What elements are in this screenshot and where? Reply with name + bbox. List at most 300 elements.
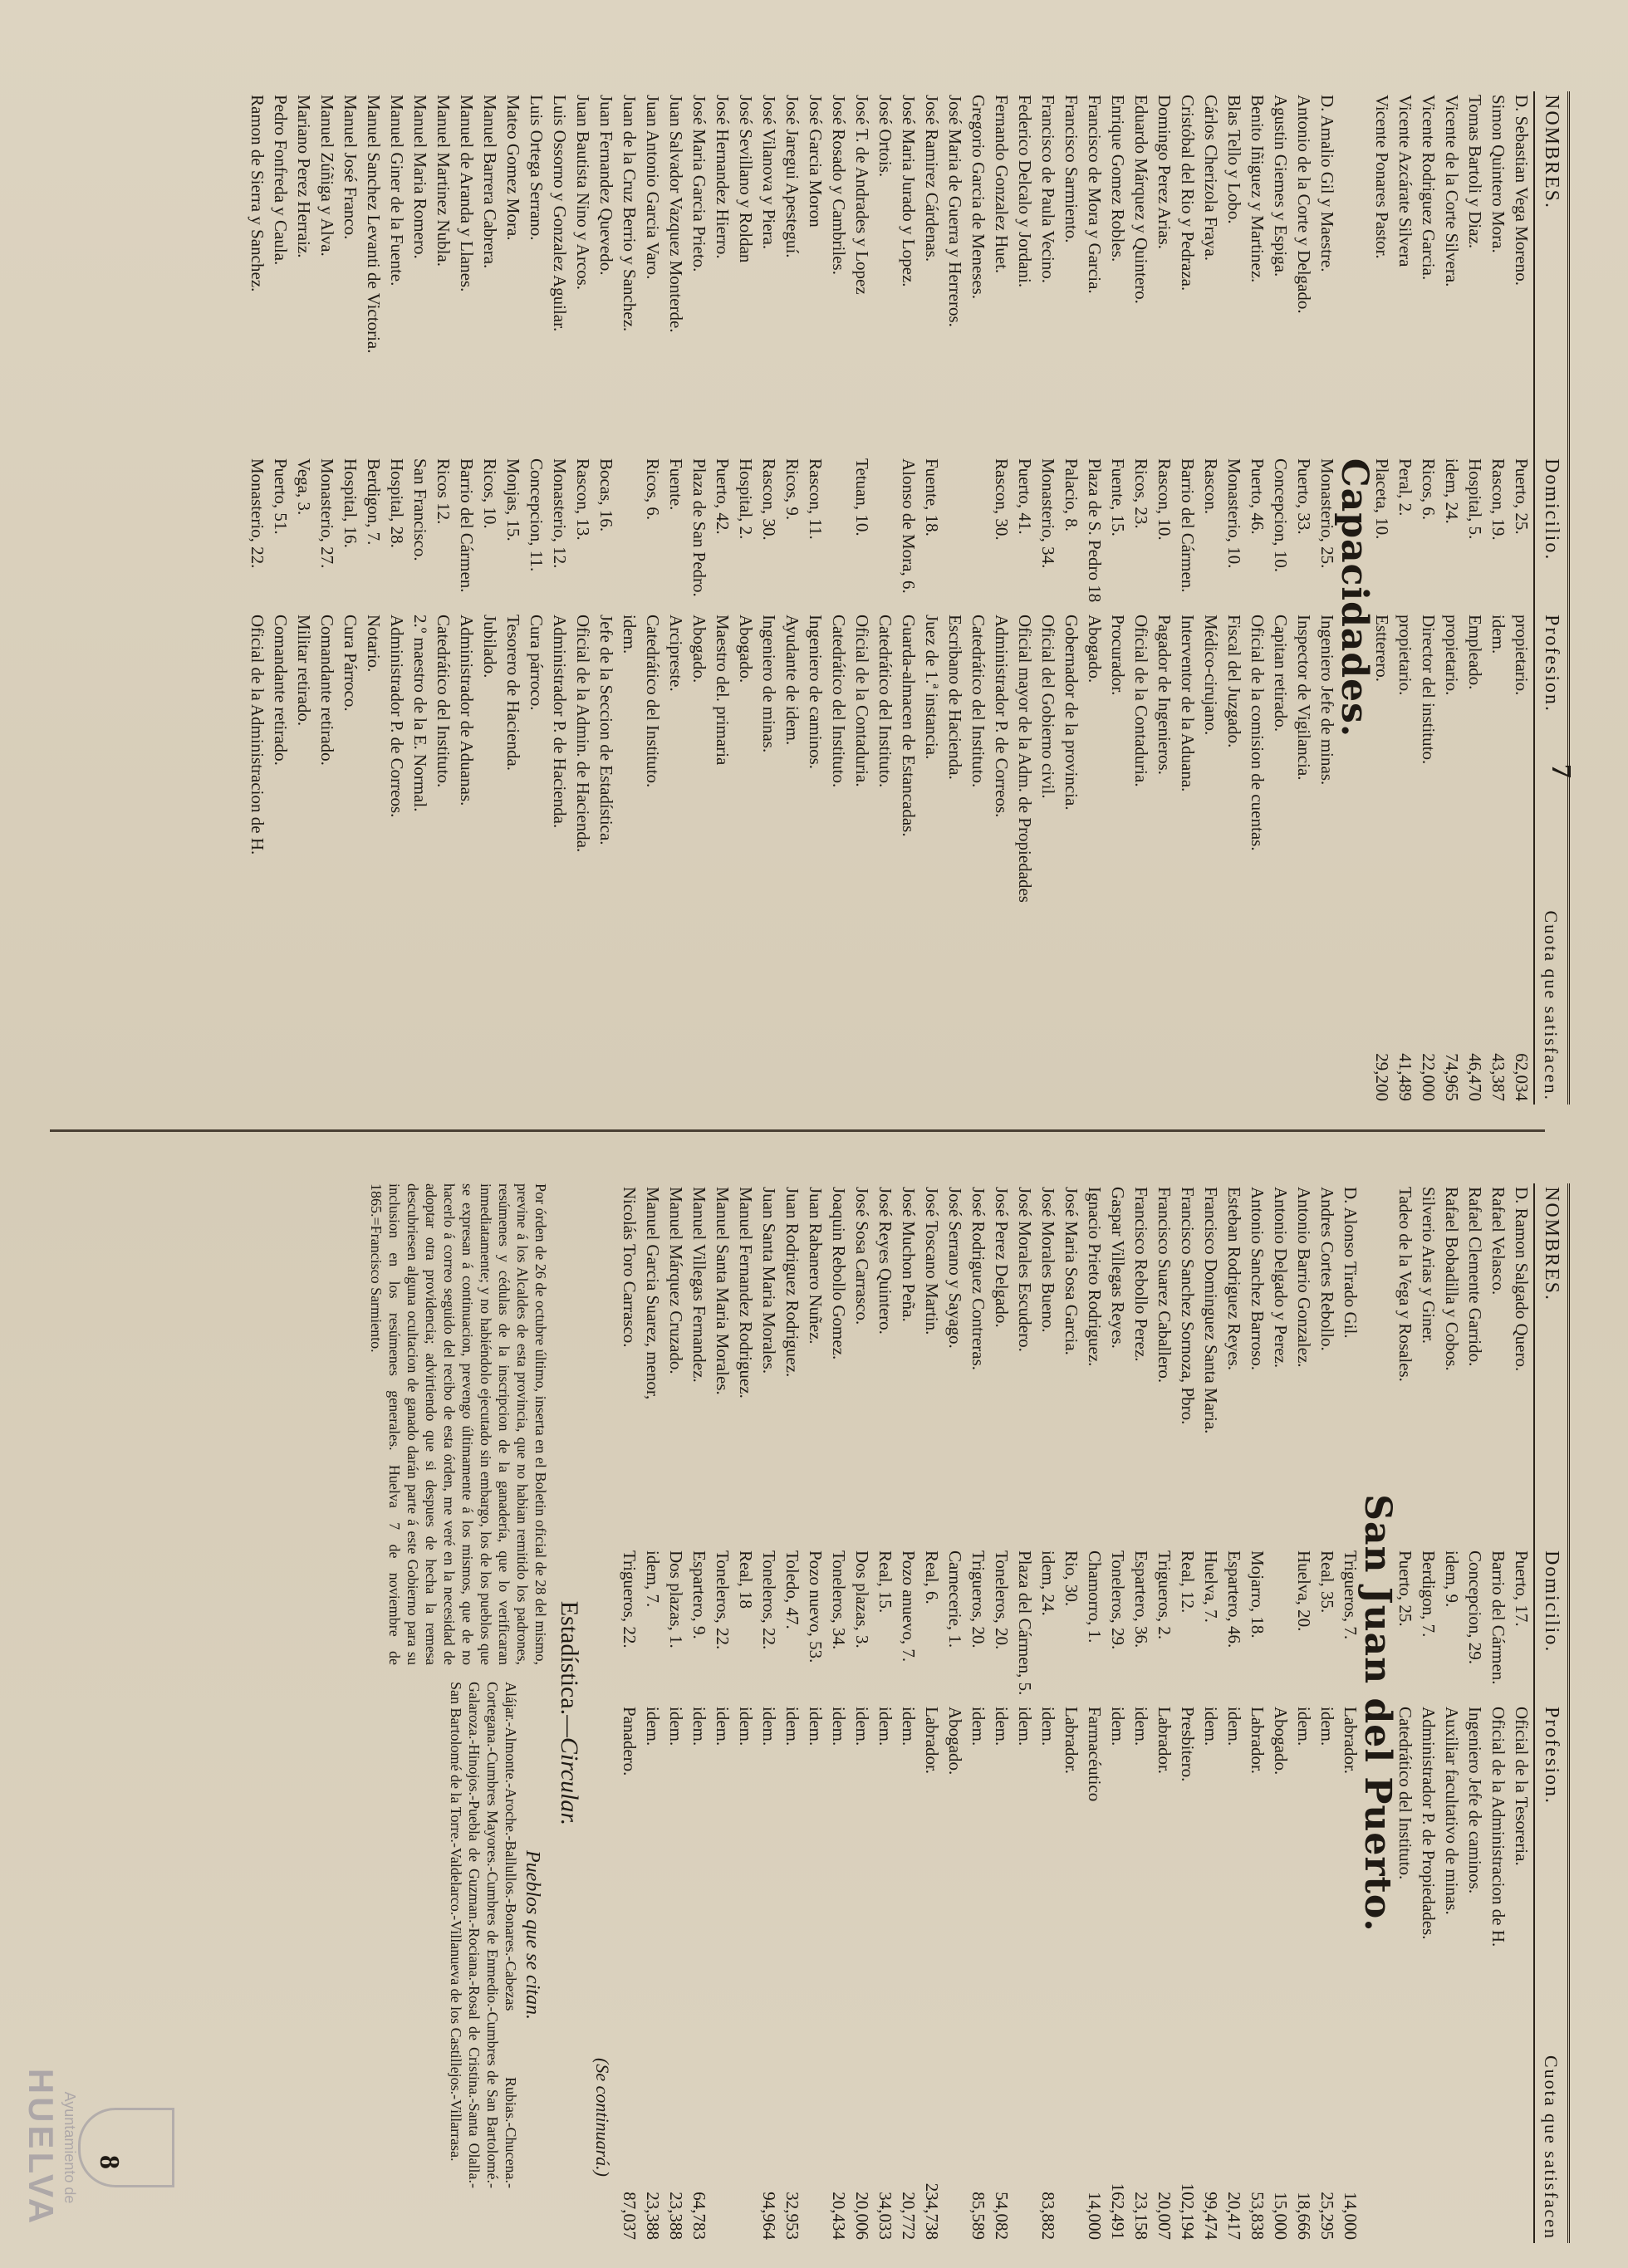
section-title-san-juan: San Juan del Puerto. bbox=[1356, 1494, 1399, 1932]
circular-title-a: Estadística. bbox=[556, 1600, 583, 1716]
domicilio-cell: Monasterio, 22. bbox=[248, 458, 267, 569]
domicilio-cell: Concepcion, 10. bbox=[1271, 458, 1291, 573]
name-cell: Francisco Rebollo Perez. bbox=[1131, 1187, 1151, 1362]
table-row bbox=[688, 91, 711, 1105]
domicilio-cell: Real, 35. bbox=[1317, 1550, 1337, 1614]
table-row bbox=[292, 91, 316, 1105]
cuota-cell bbox=[804, 906, 827, 1105]
domicilio-cell: Ricos, 23. bbox=[1131, 458, 1151, 529]
domicilio-cell: Espartero, 9. bbox=[689, 1550, 709, 1639]
profesion-cell: Administrador P. de Correos. bbox=[992, 615, 1012, 818]
profesion-cell: Oficial de la Contaduria. bbox=[852, 615, 872, 787]
domicilio-cell: Huelva, 7. bbox=[1201, 1550, 1221, 1623]
table-row bbox=[1153, 91, 1176, 1105]
table-row bbox=[1464, 91, 1487, 1105]
name-cell: Manuel Zúñiga y Alva. bbox=[317, 95, 337, 257]
domicilio-cell: Plaza de S. Pedro 18 bbox=[1085, 458, 1105, 603]
name-cell: Luis Ortega Serrano. bbox=[527, 95, 547, 241]
cuota-cell: 23,388 bbox=[643, 2192, 663, 2240]
name-cell: Pedro Fonfreda y Caula. bbox=[271, 95, 291, 266]
table-row bbox=[920, 1183, 944, 2243]
domicilio-cell: Toneleros, 22. bbox=[713, 1550, 733, 1650]
domicilio-cell: Fuente, 18. bbox=[922, 458, 942, 536]
domicilio-cell: Hospital, 28. bbox=[387, 458, 407, 548]
domicilio-cell bbox=[967, 455, 990, 611]
cuota-cell bbox=[571, 906, 595, 1105]
domicilio-cell: Rio, 30. bbox=[1062, 1550, 1081, 1607]
domicilio-cell: Puerto, 33. bbox=[1294, 458, 1314, 535]
cuota-cell: 15,000 bbox=[1271, 2192, 1291, 2240]
cuota-cell bbox=[967, 906, 990, 1105]
table-row bbox=[548, 91, 571, 1105]
profesion-cell: idem. bbox=[899, 1707, 919, 1746]
table-row bbox=[618, 1183, 641, 2243]
table-row bbox=[1417, 91, 1440, 1105]
table-row bbox=[641, 1183, 664, 2243]
domicilio-cell: Pozo nuevo, 53. bbox=[806, 1550, 826, 1663]
domicilio-cell: Monasterio, 25. bbox=[1317, 458, 1337, 569]
domicilio-cell: Puerto, 25. bbox=[1395, 1550, 1415, 1627]
table-row bbox=[804, 91, 827, 1105]
page-eight bbox=[0, 1134, 1628, 2268]
table-row bbox=[897, 91, 920, 1105]
profesion-cell: Procurador. bbox=[1108, 615, 1128, 696]
table-row bbox=[1487, 1183, 1510, 2243]
name-cell: Federico Delcalo y Jordani. bbox=[1015, 95, 1035, 288]
name-cell: Antonio Barrio Gonzalez. bbox=[1294, 1187, 1314, 1368]
header-domicilio: Domicilio. bbox=[1534, 455, 1569, 611]
cuota-cell bbox=[1440, 1984, 1464, 2243]
cuota-cell: 25,295 bbox=[1317, 2192, 1337, 2240]
name-cell: Cárlos Cherizola Fraya. bbox=[1201, 95, 1221, 262]
table-row bbox=[664, 91, 688, 1105]
name-cell: Vicente de la Corte Silvera. bbox=[1442, 95, 1462, 287]
name-cell: Mateo Gomez Mora. bbox=[503, 95, 523, 241]
table-row bbox=[1037, 1183, 1060, 2243]
cuota-cell bbox=[385, 906, 409, 1105]
cuota-cell bbox=[1510, 1984, 1534, 2243]
cuota-cell bbox=[1246, 906, 1269, 1105]
table-row bbox=[246, 91, 269, 1105]
capacidades-list bbox=[246, 91, 1339, 1105]
name-cell: José Maria Garcia Prieto. bbox=[689, 95, 709, 272]
profesion-cell: Catedrático del Instituto. bbox=[875, 615, 895, 788]
cuota-cell bbox=[246, 906, 269, 1105]
table-row bbox=[1176, 91, 1199, 1105]
cuota-cell: 20,006 bbox=[852, 2192, 872, 2240]
cuota-cell bbox=[1394, 1984, 1417, 2243]
profesion-cell: Inspector de Vigilancia. bbox=[1294, 615, 1314, 781]
table-row bbox=[967, 91, 990, 1105]
domicilio-cell: Tetuan, 10. bbox=[852, 458, 872, 536]
profesion-cell: idem. bbox=[620, 615, 640, 654]
cuota-cell bbox=[758, 906, 781, 1105]
profesion-cell: Militar retirado. bbox=[294, 615, 314, 727]
profesion-cell: Comandante retirado. bbox=[317, 615, 337, 766]
domicilio-cell: Plaza del Cármen, 5. bbox=[1015, 1550, 1035, 1696]
cuota-cell bbox=[1130, 906, 1153, 1105]
pueblos-list: Alájar.-Almonte.-Aroche.-Ballullos.-Bonares.-Cabezas Rubias.-Chucena.-Cortegana.-Cumbres Mayores.-Cumbres de Enmedio.-Cumbres de San Bartolomé.-Galaroza.-Hinojos.-Puebla de Guzman.-Rociana.-Rosal de Cristina.-Santa Olalla.-San Bartolomé de la Torre.-Valdelarco.-Villanueva de los Castillejos.-Villarrasa. bbox=[448, 1682, 519, 2188]
name-cell: Blas Tello y Lobo. bbox=[1224, 95, 1244, 224]
name-cell: Juan Bautista Nino y Arcos. bbox=[573, 95, 593, 291]
profesion-cell: Oficial de la Contaduria. bbox=[1131, 615, 1151, 787]
name-cell: José Rodriguez Contreras. bbox=[968, 1187, 988, 1371]
profesion-cell: Gobernador de la provincia. bbox=[1062, 615, 1081, 811]
name-cell: Benito Iñiguez y Martinez. bbox=[1248, 95, 1268, 283]
se-continuara: (Se continuará.) bbox=[592, 2058, 613, 2177]
name-cell: Vicente Ponares Pastor. bbox=[1372, 95, 1392, 259]
name-cell: José Muchon Peña. bbox=[899, 1187, 919, 1322]
cuota-cell bbox=[1176, 906, 1199, 1105]
profesion-cell: idem. bbox=[643, 1707, 663, 1746]
name-cell: José Garcia Moron bbox=[806, 95, 826, 228]
name-cell: José Maria Sosa Garcia. bbox=[1062, 1187, 1081, 1355]
table-row bbox=[711, 91, 734, 1105]
cuota-cell: 99,474 bbox=[1201, 2192, 1221, 2240]
table-row bbox=[920, 91, 944, 1105]
profesion-cell: Catedrático del Instituto. bbox=[968, 615, 988, 788]
name-cell: Francisco Sanchez Sornoza, Pbro. bbox=[1178, 1187, 1198, 1425]
domicilio-cell bbox=[827, 455, 851, 611]
domicilio-cell: Concepcion, 29. bbox=[1465, 1550, 1485, 1665]
name-cell: José Maria de Guerra y Herreros. bbox=[945, 95, 965, 327]
name-cell: José Morales Bueno. bbox=[1038, 1187, 1058, 1333]
domicilio-cell: Hospital, 5. bbox=[1465, 458, 1485, 540]
name-cell: Vicente Rodriguez Garcia. bbox=[1419, 95, 1439, 281]
shield-icon bbox=[78, 2108, 174, 2187]
cuota-cell bbox=[525, 906, 548, 1105]
profesion-cell: Comandante retirado. bbox=[271, 615, 291, 766]
table-row bbox=[804, 1183, 827, 2243]
domicilio-cell: idem, 24. bbox=[1038, 1550, 1058, 1616]
circular-title-b: —Circular. bbox=[556, 1715, 583, 1826]
domicilio-cell bbox=[1269, 1547, 1292, 1703]
profesion-cell: Catedrático del Instituto. bbox=[434, 615, 454, 788]
domicilio-cell: idem, 24. bbox=[1442, 458, 1462, 524]
domicilio-cell: Berdigon, 7. bbox=[1419, 1550, 1439, 1638]
domicilio-cell: Trigueros, 20. bbox=[968, 1550, 988, 1648]
profesion-cell: Abogado. bbox=[1271, 1707, 1291, 1776]
name-cell: José T. de Andrades y Lopez bbox=[852, 95, 872, 295]
name-cell: Nicolás Toro Carrasco. bbox=[620, 1187, 640, 1348]
profesion-cell: Notario. bbox=[364, 615, 384, 673]
cuota-cell bbox=[1199, 906, 1223, 1105]
profesion-cell: 2.º maestro de la E. Normal. bbox=[410, 615, 430, 812]
profesion-cell: Ingeniero Jefe de caminos. bbox=[1465, 1707, 1485, 1894]
domicilio-cell: Trigueros, 2. bbox=[1155, 1550, 1174, 1640]
list-table-1 bbox=[246, 91, 1570, 1105]
domicilio-cell: Vega, 3. bbox=[294, 458, 314, 516]
name-cell: Andres Cortes Rebollo. bbox=[1317, 1187, 1337, 1351]
domicilio-cell: Rascon, 10. bbox=[1155, 458, 1174, 541]
cuota-cell: 94,964 bbox=[759, 2192, 779, 2240]
domicilio-cell: Toneleros, 20. bbox=[992, 1550, 1012, 1650]
table-row bbox=[618, 91, 641, 1105]
table-row bbox=[1083, 91, 1106, 1105]
cuota-cell bbox=[851, 906, 874, 1105]
huelva-logo bbox=[22, 2052, 174, 2243]
table-row bbox=[595, 91, 618, 1105]
header-nombres: NOMBRES. bbox=[1534, 1183, 1569, 1547]
table-row bbox=[990, 1183, 1013, 2243]
table-row bbox=[1106, 91, 1130, 1105]
name-cell: Vicente Azcárate Silvera bbox=[1395, 95, 1415, 267]
profesion-cell: Ayudante de idem. bbox=[782, 615, 802, 746]
cuota-cell bbox=[1060, 906, 1083, 1105]
name-cell: Ignacio Prieto Rodriguez. bbox=[1085, 1187, 1105, 1367]
table-row bbox=[1417, 1183, 1440, 2243]
name-cell: José Reyes Quintero. bbox=[875, 1187, 895, 1335]
domicilio-cell bbox=[944, 455, 967, 611]
cuota-cell: 74,965 bbox=[1442, 1053, 1462, 1101]
cuota-cell: 14,000 bbox=[1085, 2192, 1105, 2240]
cuota-cell bbox=[1013, 1984, 1037, 2243]
name-cell: Francisco de Paula Vecino. bbox=[1038, 95, 1058, 284]
table-row bbox=[1176, 1183, 1199, 2243]
domicilio-cell: Dos plazas, 3. bbox=[852, 1550, 872, 1648]
cuota-cell: 53,838 bbox=[1248, 2192, 1268, 2240]
domicilio-cell: Monasterio, 10. bbox=[1224, 458, 1244, 569]
table-row bbox=[827, 1183, 851, 2243]
name-cell: Simon Quintero Mora. bbox=[1488, 95, 1508, 253]
cuota-cell: 20,417 bbox=[1224, 2192, 1244, 2240]
profesion-cell: Oficial mayor de la Adm. de Propiedades bbox=[1015, 615, 1035, 903]
table-row bbox=[734, 91, 758, 1105]
name-cell: Tadeo de la Vega y Rosales. bbox=[1395, 1187, 1415, 1382]
name-cell: José Morales Escudero. bbox=[1015, 1187, 1035, 1352]
header-domicilio: Domicilio. bbox=[1534, 1547, 1569, 1703]
domicilio-cell: Berdigon, 7. bbox=[364, 458, 384, 546]
domicilio-cell: Barrio del Cármen. bbox=[1178, 458, 1198, 593]
cuota-cell: 23,158 bbox=[1131, 2192, 1151, 2240]
page-number-right: 8 bbox=[94, 2155, 125, 2169]
name-cell: Manuel Fernandez Rodriguez. bbox=[736, 1187, 756, 1399]
table-row bbox=[362, 91, 385, 1105]
name-cell: Manuel Maria Romero. bbox=[410, 95, 430, 259]
profesion-cell: idem. bbox=[713, 1707, 733, 1746]
profesion-cell: idem. bbox=[1038, 1707, 1058, 1746]
profesion-cell: Abogado. bbox=[1085, 615, 1105, 683]
cuota-cell: 22,000 bbox=[1419, 1053, 1439, 1101]
name-cell: Manuel Villegas Fernandez. bbox=[689, 1187, 709, 1383]
cuota-cell bbox=[664, 906, 688, 1105]
profesion-cell: Labrador. bbox=[1248, 1707, 1268, 1775]
name-cell: Antonio de la Corte y Delgado. bbox=[1294, 95, 1314, 314]
table-row bbox=[1440, 91, 1464, 1105]
profesion-cell: idem. bbox=[1224, 1707, 1244, 1746]
domicilio-cell: Trigueros, 22. bbox=[620, 1550, 640, 1648]
table-row bbox=[827, 91, 851, 1105]
table-row bbox=[409, 91, 432, 1105]
table-row bbox=[874, 1183, 897, 2243]
cuota-cell bbox=[316, 906, 339, 1105]
cuota-cell bbox=[1060, 1984, 1083, 2243]
table-row bbox=[316, 91, 339, 1105]
name-cell: José Ortois. bbox=[875, 95, 895, 178]
profesion-cell: Fiscal del Juzgado. bbox=[1224, 615, 1244, 748]
domicilio-cell: Huelva, 20. bbox=[1294, 1550, 1314, 1632]
cuota-cell: 87,037 bbox=[620, 2192, 640, 2240]
domicilio-cell: Puerto, 42. bbox=[713, 458, 733, 535]
name-cell: José Jaregui Apesteguí. bbox=[782, 95, 802, 258]
domicilio-cell: Toneleros, 29. bbox=[1108, 1550, 1128, 1650]
name-cell: José Toscano Martin. bbox=[922, 1187, 942, 1335]
table-row bbox=[1394, 91, 1417, 1105]
domicilio-cell: Ricos, 10. bbox=[480, 458, 500, 529]
profesion-cell: Interventor de la Aduana. bbox=[1178, 615, 1198, 792]
cuota-cell bbox=[711, 906, 734, 1105]
domicilio-cell: Rascon, 13. bbox=[573, 458, 593, 541]
domicilio-cell: Real, 12. bbox=[1178, 1550, 1198, 1614]
cuota-cell bbox=[1316, 906, 1339, 1105]
profesion-cell: Cura párroco. bbox=[527, 615, 547, 711]
domicilio-cell: Rascon, 30. bbox=[759, 458, 779, 541]
name-cell: José Maria Jurado y Lopez. bbox=[899, 95, 919, 287]
domicilio-cell: San Francisco. bbox=[410, 458, 430, 561]
name-cell: Joaquin Rebollo Gomez. bbox=[829, 1187, 849, 1360]
cuota-cell: 85,589 bbox=[968, 2192, 988, 2240]
profesion-cell: idem. bbox=[782, 1707, 802, 1746]
table-row bbox=[1292, 91, 1316, 1105]
profesion-cell: Catedrático del Instituto. bbox=[643, 615, 663, 788]
name-cell: Manuel Santa Maria Morales. bbox=[713, 1187, 733, 1395]
name-cell: Fernando Gonzalez Huet. bbox=[992, 95, 1012, 274]
cuota-cell bbox=[478, 906, 502, 1105]
header-profesion: Profesion. bbox=[1534, 611, 1569, 906]
profesion-cell: Catedrático del Instituto. bbox=[829, 615, 849, 788]
cuota-cell: 32,953 bbox=[782, 2192, 802, 2240]
table-row bbox=[1083, 1183, 1106, 2243]
table-row bbox=[990, 91, 1013, 1105]
profesion-cell: idem. bbox=[1131, 1707, 1151, 1746]
profesion-cell: Cura Párroco. bbox=[341, 615, 360, 712]
cuota-cell bbox=[1417, 1984, 1440, 2243]
name-cell: Ramon de Sierra y Sanchez. bbox=[248, 95, 267, 292]
name-cell: José Rosado y Cambriles. bbox=[829, 95, 849, 275]
profesion-cell: idem. bbox=[992, 1707, 1012, 1746]
name-cell: D. Ramon Salgado Quero. bbox=[1512, 1187, 1532, 1372]
name-cell: José Serrano y Sayago. bbox=[945, 1187, 965, 1349]
section-title-capacidades: Capacidades. bbox=[1333, 458, 1375, 738]
header-cuota: Cuota que satisfacen bbox=[1534, 1984, 1569, 2243]
cuota-cell bbox=[920, 906, 944, 1105]
table-row bbox=[269, 91, 292, 1105]
domicilio-cell: Barrio del Cármen. bbox=[457, 458, 477, 593]
profesion-cell: Capitan retirado. bbox=[1271, 615, 1291, 732]
cuota-cell bbox=[641, 906, 664, 1105]
domicilio-cell bbox=[618, 455, 641, 611]
cuota-cell bbox=[595, 906, 618, 1105]
domicilio-cell: Hospital, 2. bbox=[736, 458, 756, 540]
domicilio-cell: Toneleros, 22. bbox=[759, 1550, 779, 1650]
domicilio-cell: Trigueros, 7. bbox=[1341, 1550, 1361, 1640]
table-row bbox=[478, 91, 502, 1105]
cuota-cell bbox=[1223, 906, 1246, 1105]
domicilio-cell: Real, 15. bbox=[875, 1550, 895, 1614]
table-row bbox=[664, 1183, 688, 2243]
domicilio-cell bbox=[874, 455, 897, 611]
table-row bbox=[455, 91, 478, 1105]
profesion-cell: Oficial de la Administracion de H. bbox=[248, 615, 267, 855]
profesion-cell: propietario. bbox=[1395, 615, 1415, 696]
name-cell: Silverio Arias y Giner. bbox=[1419, 1187, 1439, 1344]
domicilio-cell: Puerto, 41. bbox=[1015, 458, 1035, 535]
domicilio-cell: Monasterio, 34. bbox=[1038, 458, 1058, 569]
profesion-cell: Oficial de la Tesoreria. bbox=[1512, 1707, 1532, 1866]
profesion-cell: Administrador P. de Hacienda. bbox=[550, 615, 570, 829]
page-number-left: 7 bbox=[1546, 764, 1577, 778]
domicilio-cell: Puerto, 51. bbox=[271, 458, 291, 535]
domicilio-cell: Rascon, 11. bbox=[806, 458, 826, 540]
profesion-cell: Director del instituto. bbox=[1419, 615, 1439, 765]
header-nombres: NOMBRES. bbox=[1534, 91, 1569, 455]
table-row bbox=[758, 91, 781, 1105]
profesion-cell: Ingeniero Jefe de minas. bbox=[1317, 615, 1337, 786]
profesion-cell: Panadero. bbox=[620, 1707, 640, 1776]
name-cell: Juan Fernandez Quevedo. bbox=[596, 95, 616, 276]
name-cell: Gaspar Villegas Reyes. bbox=[1108, 1187, 1128, 1349]
domicilio-cell: Mojarro, 18. bbox=[1248, 1550, 1268, 1639]
table-row bbox=[571, 91, 595, 1105]
name-cell: Manuel Giner de la Fuente. bbox=[387, 95, 407, 287]
profesion-cell: Oficial de la Administracion de H. bbox=[1488, 1707, 1508, 1947]
name-cell: Francisco Dominguez Santa Maria. bbox=[1201, 1187, 1221, 1434]
table-row bbox=[897, 1183, 920, 2243]
domicilio-cell: Rascon. bbox=[1201, 458, 1221, 515]
table-row bbox=[851, 1183, 874, 2243]
domicilio-cell: Toneleros, 34. bbox=[829, 1550, 849, 1650]
profesion-cell: idem. bbox=[875, 1707, 895, 1746]
name-cell: D. Alonso Tirado Gil. bbox=[1341, 1187, 1361, 1339]
domicilio-cell: Palacio, 8. bbox=[1062, 458, 1081, 532]
name-cell: Manuel Barrera Cabrera. bbox=[480, 95, 500, 269]
cuota-cell bbox=[362, 906, 385, 1105]
domicilio-cell: Alonso de Mora, 6. bbox=[899, 458, 919, 594]
cuota-cell: 162,491 bbox=[1108, 2182, 1128, 2240]
table-row bbox=[1060, 91, 1083, 1105]
cuota-cell bbox=[1269, 906, 1292, 1105]
table-row bbox=[1510, 1183, 1534, 2243]
table-row bbox=[1153, 1183, 1176, 2243]
logo-line-1: Ayuntamiento de bbox=[61, 2091, 78, 2204]
cuota-cell bbox=[292, 906, 316, 1105]
cuota-cell: 29,200 bbox=[1372, 1053, 1392, 1101]
domicilio-cell: Plaza de San Pedro. bbox=[689, 458, 709, 597]
profesion-cell: Labrador. bbox=[1062, 1707, 1081, 1775]
table-row bbox=[1199, 1183, 1223, 2243]
table-row bbox=[1316, 1183, 1339, 2243]
table-row bbox=[711, 1183, 734, 2243]
domicilio-cell: Espartero, 46. bbox=[1224, 1550, 1244, 1648]
name-cell: Antonio Sanchez Barroso. bbox=[1248, 1187, 1268, 1371]
table-row bbox=[1487, 91, 1510, 1105]
table-row bbox=[967, 1183, 990, 2243]
circular-body: Por órden de 26 de octubre último, inserta en el Boletin oficial de 28 del mismo, previne á los Alcaldes de esta provincia, que no habian remitido los padrones, resúmenes y cédulas de la inscripcion de la ganadería, que lo verificaran inmediatamente; y no habiéndolo ejecutado sin embargo, los de los pueblos que se expresan á continuacion, prevengo últimamente á los mismos, que de no hacerlo á correo seguido del recibo de esta órden, me veré en la necesidad de adoptar otra providencia; advirtiendo que si despues de hecha la remesa descubriesen alguna ocultacion de ganado darán parte á este Gobierno para su inclusion en los resúmenes generales. Huelva 7 de noviembre de 1865.=Francisco Sarmiento. bbox=[368, 1183, 549, 1665]
name-cell: José Hernandez Hierro. bbox=[713, 95, 733, 259]
table-row bbox=[1246, 91, 1269, 1105]
page-seven bbox=[0, 0, 1628, 1129]
name-cell: Juan Santa Maria Morales. bbox=[759, 1187, 779, 1374]
cuota-cell: 14,000 bbox=[1341, 2192, 1361, 2240]
domicilio-cell: Fuente, 15. bbox=[1108, 458, 1128, 536]
name-cell: Esteban Rodriguez Reyes. bbox=[1224, 1187, 1244, 1371]
profesion-cell: Administrador de Aduanas. bbox=[457, 615, 477, 806]
cuota-cell bbox=[804, 1984, 827, 2243]
cuota-cell bbox=[455, 906, 478, 1105]
profesion-cell: Auxiliar facultativo de minas. bbox=[1442, 1707, 1462, 1915]
name-cell: Manuel Márquez Cruzado. bbox=[666, 1187, 686, 1374]
table-row bbox=[1464, 1183, 1487, 2243]
